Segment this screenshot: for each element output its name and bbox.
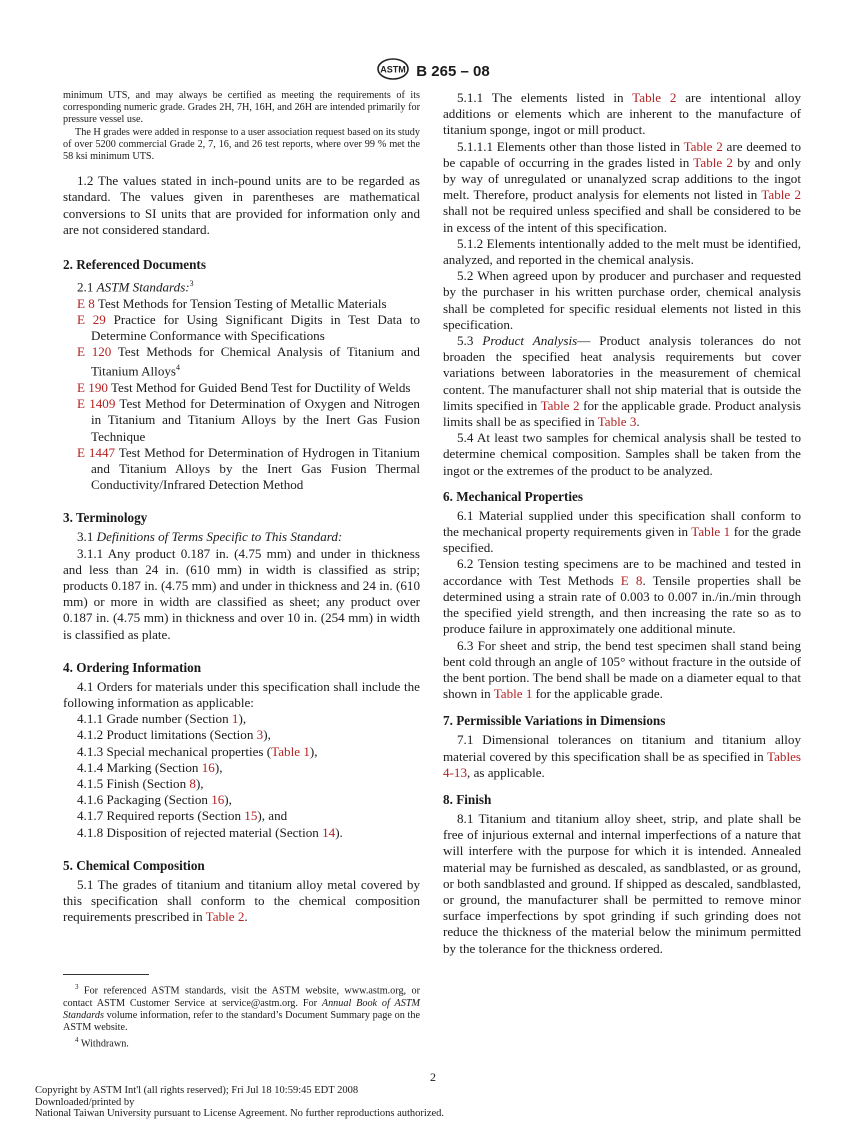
paragraph-8-1: 8.1 Titanium and titanium alloy sheet, strip, and plate shall be free of injurious external and internal imperfections of a nature that will interfere with the purpose for which it is intended. Annealed material may be furnished as descaled, as sandblasted, or as ground, or both sandblasted and ground. If shipped as descaled, sandblasted, or ground, the manufacturer shall be permitted to remove minor surface imperfections by spot grinding if such grinding does not reduce the thickness of the material below the minimum permitted by the tolerance for the thickness ordered.	[443, 810, 801, 956]
referenced-documents-list	[63, 296, 420, 494]
section-5-heading: 5. Chemical Composition	[63, 857, 205, 873]
section-6-heading: 6. Mechanical Properties	[443, 488, 584, 504]
table-2-link[interactable]: Table 2	[632, 90, 677, 105]
paragraph-1-2: 1.2 The values stated in inch-pound units are to be regarded as standard. The values given in parentheses are mathematical conversions to SI units that are provided for information only and are not considered standard.	[63, 173, 420, 237]
reference-item: E 1409 Test Method for Determination of Oxygen and Nitrogen in Titanium and Titanium Alloys by the Inert Gas Fusion Technique	[77, 396, 420, 444]
table-3-link[interactable]: Table 3	[597, 414, 637, 430]
reference-code-link[interactable]: E 29	[77, 311, 106, 327]
tables-4-13-link[interactable]: Tables 4-13	[443, 748, 801, 780]
e8-link[interactable]: E 8	[620, 572, 643, 588]
reference-code-link[interactable]: E 1409	[77, 396, 116, 412]
footnote-divider	[63, 974, 149, 975]
section-link[interactable]: 3	[256, 727, 264, 743]
footnote-continuation: minimum UTS, and may always be certified as meeting the requirements of its corresponding numeric grade. Grades 2H, 7H, 16H, and 26H are intended primarily for pressure vessel use.	[63, 90, 420, 126]
paragraph-2-1: 2.1 ASTM Standards:$^3$	[77, 279, 194, 295]
right-column	[443, 90, 801, 957]
section-link[interactable]: 1	[231, 711, 239, 727]
paragraph-6-3: 6.3 For sheet and strip, the bend test specimen shall stand being bent cold through an angle of 105° without fracture in the outside of the bent portion. The bend shall be made on a diameter equal to that shown in Table 1 for the applicable grade.	[443, 637, 801, 702]
page-number: 2	[430, 1070, 436, 1084]
reference-code-link[interactable]: E 190	[77, 379, 108, 395]
footnotes	[63, 974, 420, 1051]
section-7-heading: 7. Permissible Variations in Dimensions	[443, 713, 666, 729]
reference-code-link[interactable]: E 8	[77, 295, 95, 311]
document-number: B 265 – 08	[416, 63, 490, 80]
paragraph-4-1: 4.1 Orders for materials under this specification shall include the following information as applicable:	[63, 678, 420, 711]
paragraph-5-4: 5.4 At least two samples for chemical analysis shall be tested to determine chemical composition. Samples shall be taken from the ingot or the extremes of the product to be analyzed.	[443, 430, 801, 478]
table-2-link[interactable]: Table 2	[683, 138, 723, 154]
reference-item: E 8 Test Methods for Tension Testing of Metallic Materials	[77, 295, 387, 311]
copyright-line-3: National Taiwan University pursuant to License Agreement. No further reproductions authorized.	[35, 1108, 445, 1119]
paragraph-5-3: 5.3 Product Analysis— Product analysis tolerances do not broaden the specified heat analysis requirements but cover variations between laboratories in the measurement of chemical content. The manufacturer shall not ship material that is outside the limits specified in Table 2 for the applicable grade. Product analysis limits shall be as specified in Table 3.	[443, 333, 802, 430]
paragraph-5-2: 5.2 When agreed upon by producer and purchaser and requested by the purchaser in his written purchase order, chemical analysis shall be completed for specific residual elements not listed in this specification.	[443, 268, 801, 332]
paragraph-5-1-1-1: 5.1.1.1 Elements other than those listed in Table 2 are deemed to be capable of occurring in the grades listed in Table 2 by and only by way of unregulated or unanalyzed scrap additions to the ingot melt. Therefore, product analysis for elements not listed in Table 2 shall not be required unless specified and shall be considered to be in excess of the intent of this specification.	[443, 138, 801, 235]
table-2-link[interactable]: Table 2	[540, 397, 580, 413]
section-link[interactable]: 8	[189, 776, 196, 792]
section-4-heading: 4. Ordering Information	[63, 659, 202, 675]
paragraph-7-1: 7.1 Dimensional tolerances on titanium and titanium alloy material covered by this specification shall be as specified in Tables 4-13, as applicable.	[443, 732, 801, 780]
footnote-h-grades: The H grades were added in response to a user association request based on its study of over 5200 commercial Grade 2, 7, 16, and 26 test reports, where over 99 % met the 58 ksi minimum UTS.	[63, 126, 420, 163]
footnote-3: $^3$ For referenced ASTM standards, visit the ASTM website, www.astm.org, or contact ASTM Customer Service at service@astm.org. For Annual Book of ASTM Standards volume information, refer to the standard’s Document Summary page on the ASTM website.	[63, 983, 421, 1033]
section-link[interactable]: 16	[201, 759, 215, 775]
section-link[interactable]: Table 1	[271, 743, 310, 759]
reference-item: E 190 Test Method for Guided Bend Test for Ductility of Welds	[77, 379, 411, 395]
ordering-item: 4.1.3 Special mechanical properties (Table 1),	[77, 743, 318, 759]
paragraph-3-1: 3.1 Definitions of Terms Specific to This Standard:	[77, 529, 343, 545]
footnote-4: $^4$ Withdrawn.	[75, 1036, 129, 1050]
table-2-link[interactable]: Table 2	[205, 909, 245, 925]
paragraph-6-1: 6.1 Material supplied under this specification shall conform to the mechanical property requirements given in Table 1 for the grade specified.	[443, 507, 801, 556]
reference-item: E 29 Practice for Using Significant Digits in Test Data to Determine Conformance with Specifications	[77, 311, 421, 343]
astm-logo-icon	[376, 58, 410, 85]
section-link[interactable]: 16	[211, 792, 225, 808]
left-column	[63, 90, 421, 1050]
paragraph-3-1-1: 3.1.1 Any product 0.187 in. (4.75 mm) and under in thickness and less than 24 in. (610 mm) in width is classified as strip; products 0.187 in. (4.75 mm) and under in thickness and 24 in. (610 mm) or more in width are classified as sheet; any product over 0.187 in. (4.75 mm) in thickness and over 10 in. (254 mm) in width is classified as plate.	[63, 545, 420, 642]
paragraph-5-1-1: 5.1.1 The elements listed in Table 2 are intentional alloy additions or elements which are inherent to the manufacture of titanium sponge, ingot or mill product.	[443, 90, 801, 138]
reference-item: E 120 Test Methods for Chemical Analysis of Titanium and Titanium Alloys$^4$	[77, 344, 420, 379]
paragraph-5-1: 5.1 The grades of titanium and titanium alloy metal covered by this specification shall conform to the chemical composition requirements prescribed in Table 2.	[63, 876, 420, 925]
paragraph-6-2: 6.2 Tension testing specimens are to be machined and tested in accordance with Test Methods E 8. Tensile properties shall be determined using a strain rate of 0.003 to 0.007 in./in./min through the specified yield strength, and then increasing the rate so as to produce failure in approximately one additional minute.	[443, 556, 801, 637]
ordering-item: 4.1.4 Marking (Section 16),	[77, 759, 223, 775]
page-header	[0, 58, 866, 85]
reference-item: E 1447 Test Method for Determination of Hydrogen in Titanium and Titanium Alloys by the Inert Gas Fusion Thermal Conductivity/Infrared Detection Method	[77, 444, 420, 493]
copyright-notice	[35, 1085, 444, 1120]
ordering-item: 4.1.6 Packaging (Section 16),	[77, 792, 232, 808]
section-2-heading: 2. Referenced Documents	[63, 257, 206, 273]
ordering-item: 4.1.2 Product limitations (Section 3),	[77, 727, 271, 743]
section-link[interactable]: 15	[244, 808, 258, 824]
copyright-line-1: Copyright by ASTM Int'l (all rights reserved); Fri Jul 18 10:59:45 EDT 2008	[35, 1085, 359, 1096]
section-8-heading: 8. Finish	[443, 791, 492, 807]
ordering-item: 4.1.5 Finish (Section 8),	[77, 776, 204, 792]
ordering-item: 4.1.8 Disposition of rejected material (Section 14).	[77, 824, 343, 840]
svg-text:ASTM: ASTM	[380, 64, 407, 75]
section-3-heading: 3. Terminology	[63, 510, 148, 526]
paragraph-5-1-2: 5.1.2 Elements intentionally added to the melt must be identified, analyzed, and reported in the chemical analysis.	[443, 235, 801, 268]
table-2-link[interactable]: Table 2	[693, 154, 733, 170]
table-2-link[interactable]: Table 2	[761, 187, 801, 203]
table-1-link[interactable]: Table 1	[493, 686, 533, 702]
ordering-item: 4.1.1 Grade number (Section 1),	[77, 711, 247, 727]
ordering-information-list	[63, 711, 420, 841]
ordering-item: 4.1.7 Required reports (Section 15), and	[77, 808, 288, 824]
copyright-line-2: Downloaded/printed by	[35, 1096, 135, 1108]
section-link[interactable]: 14	[322, 824, 336, 840]
reference-code-link[interactable]: E 120	[77, 344, 112, 360]
table-1-link[interactable]: Table 1	[691, 524, 731, 540]
reference-code-link[interactable]: E 1447	[77, 444, 116, 460]
